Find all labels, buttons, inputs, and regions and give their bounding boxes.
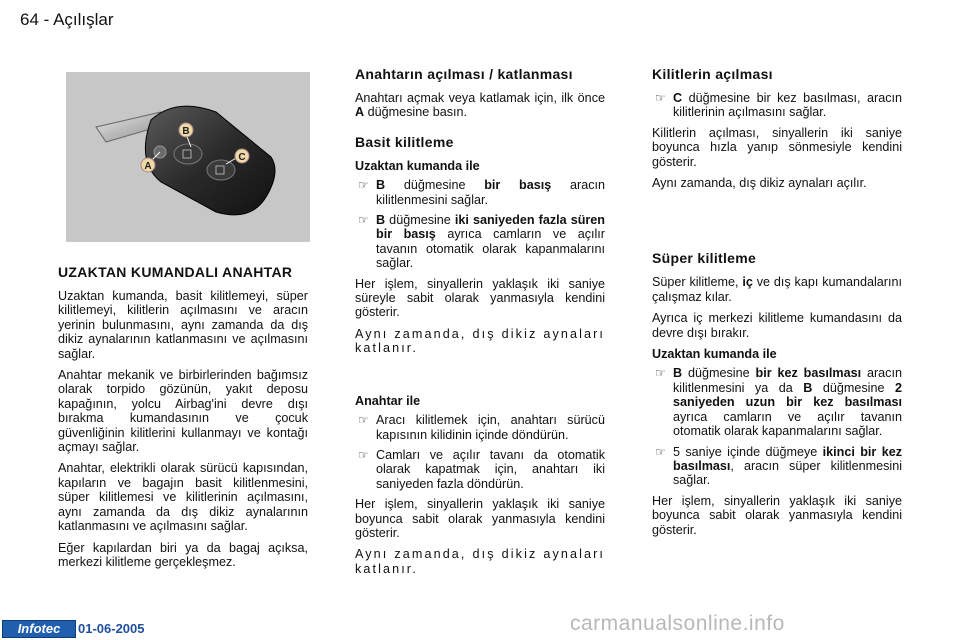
paragraph: Aynı zamanda, dış dikiz aynaları açılır.	[652, 176, 867, 191]
heading-basic-locking: Basit kilitleme	[355, 133, 454, 150]
page-title: 64 - Açılışlar	[20, 10, 114, 29]
bullet-item: ☞ B düğmesine bir kez basılması aracın kilitlenmesini ya da B düğmesine 2 saniyeden uzun bir kez basılması ayrıca camların ve açılır tavanın otomatik olarak kapanmalarını sağlar.	[655, 366, 902, 439]
key-photo	[66, 72, 310, 242]
bullet-item: ☞ B düğmesine iki saniyeden fazla süren bir basış ayrıca camların ve açılır tavanın otomatik olarak kapanmalarını sağlar.	[358, 213, 605, 271]
pointing-hand-icon: ☞	[358, 447, 369, 462]
bullet-item: ☞ 5 saniye içinde düğmeye ikinci bir kez basılması, aracın süper kilitlenmesini sağlar.	[655, 444, 902, 488]
footer-date: 01-06-2005	[78, 621, 145, 636]
bullet-item: ☞ B düğmesine bir basış aracın kilitlenmesini sağlar.	[358, 178, 605, 207]
pointing-hand-icon: ☞	[358, 178, 369, 193]
subheading-remote: Uzaktan kumanda ile	[652, 347, 777, 362]
paragraph: Kilitlerin açılması, sinyallerin iki saniye boyunca hızla yanıp sönmesiyle kendini gösterir.	[652, 125, 902, 169]
paragraph: Eğer kapılardan biri ya da bagaj açıksa, merkezi kilitleme gerçekleşmez.	[58, 540, 308, 569]
watermark: carmanualsonline.info	[570, 612, 785, 635]
bullet-item: ☞ Aracı kilitlemek için, anahtarı sürücü kapısının kilidinin içinde döndürün.	[358, 413, 605, 442]
label-a: A	[144, 161, 152, 172]
infotec-logo: Infotec	[2, 620, 76, 638]
paragraph: Aynı zamanda, dış dikiz aynaları katlanır.	[355, 326, 605, 356]
paragraph: Her işlem, sinyallerin yaklaşık iki saniye süreyle sabit olarak yanmasıyla kendini gösterir.	[355, 276, 605, 320]
heading-super-locking: Süper kilitleme	[652, 250, 757, 267]
heading-remote-key: UZAKTAN KUMANDALI ANAHTAR	[58, 264, 293, 280]
pointing-hand-icon: ☞	[655, 444, 666, 459]
pointing-hand-icon: ☞	[655, 366, 666, 381]
paragraph: Ayrıca iç merkezi kilitleme kumandasını da devre dışı bırakır.	[652, 311, 902, 340]
subheading-remote: Uzaktan kumanda ile	[355, 158, 480, 173]
label-b-badge	[179, 123, 193, 137]
bullet-item: ☞ C düğmesine bir kez basılması, aracın kilitlerinin açılmasını sağlar.	[655, 91, 902, 120]
heading-unlocking: Kilitlerin açılması	[652, 66, 773, 82]
paragraph: Anahtar, elektrikli olarak sürücü kapısından, kapıların ve bagajın basit kilitlenmesini, süper kilitlemesi ve kilitlerinin açılmasını, aynı zamanda da dış dikiz aynalarının katlanmasını ve açılmasını sağlar.	[58, 461, 308, 534]
paragraph: Uzaktan kumanda, basit kilitlemeyi, süper kilitlemeyi, kilitlerin açılmasını ve aracın yerinin bulunmasını, aynı zamanda da dış dikiz aynalarının katlanmasını ve açılmasını sağlar.	[58, 289, 308, 361]
label-c: C	[238, 152, 246, 163]
paragraph: Anahtarı açmak veya katlamak için, ilk önce A düğmesine basın.	[355, 91, 605, 120]
paragraph: Anahtar mekanik ve birbirlerinden bağımsız olarak torpido gözünün, yakıt deposu kapağının, yolcu Airbag'ini devre dışı bırakma kumandasının ve çocuk güvenliğinin kilitlerini kullanmayı ve kontağı açmayı sağlar.	[58, 368, 308, 455]
bullet-item: ☞ Camları ve açılır tavanı da otomatik olarak kapatmak için, anahtarı iki saniyeden fazla döndürün.	[358, 447, 605, 491]
subheading-key: Anahtar ile	[355, 393, 421, 408]
column-3	[652, 66, 902, 544]
label-c-badge	[235, 149, 249, 163]
pointing-hand-icon: ☞	[358, 213, 369, 228]
paragraph: Her işlem, sinyallerin yaklaşık iki saniye boyunca sabit olarak yanmasıyla kendini gösterir.	[652, 493, 902, 537]
column-1	[58, 264, 308, 576]
label-b: B	[182, 126, 190, 137]
heading-key-unfolding: Anahtarın açılması / katlanması	[355, 66, 573, 82]
paragraph: Süper kilitleme, iç ve dış kapı kumandalarını çalışmaz kılar.	[652, 275, 902, 304]
pointing-hand-icon: ☞	[655, 91, 666, 105]
remote-key-illustration	[66, 72, 310, 242]
column-2	[355, 66, 605, 583]
paragraph: Aynı zamanda, dış dikiz aynaları katlanır.	[355, 547, 605, 576]
paragraph: Her işlem, sinyallerin yaklaşık iki saniye boyunca sabit olarak yanmasıyla kendini gösterir.	[355, 497, 605, 540]
label-a-badge	[141, 158, 155, 172]
pointing-hand-icon: ☞	[358, 413, 369, 428]
